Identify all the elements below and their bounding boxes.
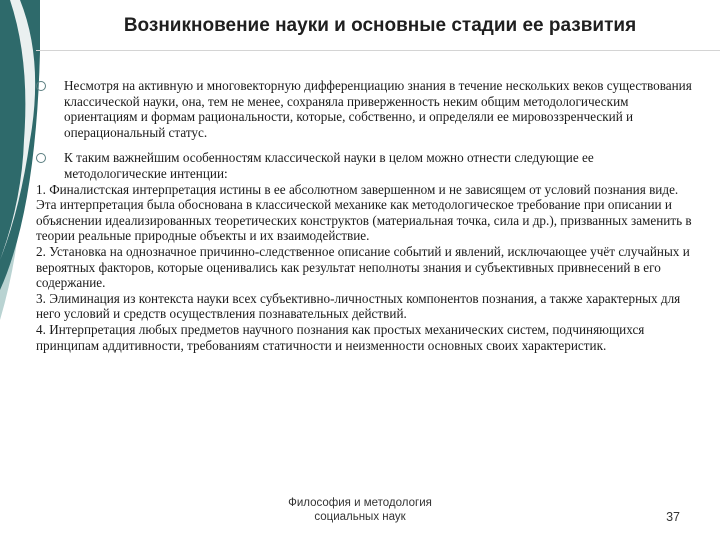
bullet-text: Несмотря на активную и многовекторную дифференциацию знания в течение нескольких веков существования классической науки, она, тем не менее, сохраняла приверженность неким общим методологическим ориентациям и формам рациональности, которые, собственно, и определяли ее мировоззренческий и операциональный статус.: [64, 78, 692, 140]
bullet-item: [36, 78, 696, 140]
bullet-item: [36, 150, 696, 181]
page-number: 37: [666, 510, 680, 524]
list-item: 2. Установка на однозначное причинно-следственное описание событий и явлений, исключающее учёт случайных и вероятных факторов, которые оценивались как результат неполноты знания и субъективных привнесений в его содержание.: [36, 243, 690, 291]
list-item: 1. Финалистская интерпретация истины в ее абсолютном завершенном и не зависящем от условий познания виде. Эта интерпретация была обоснована в классической механике как методологическое требование при описании и объяснении идеализированных теоретических конструктов (материальная точка, сила и др.), призванных заменить в теории реальные природные объекты и их взаимодействие.: [36, 181, 692, 244]
circle-bullet-icon: [36, 81, 46, 91]
footer-line: социальных наук: [314, 511, 406, 523]
footer: [268, 496, 452, 524]
slide-title: Возникновение науки и основные стадии ее развития: [123, 15, 637, 36]
footer-line: Философия и методология: [288, 497, 432, 509]
dark-teal-arc: [0, 0, 40, 290]
slide-content: [36, 78, 696, 353]
circle-bullet-icon: [36, 153, 46, 163]
bullet-text: К таким важнейшим особенностям классической науки в целом можно отнести следующие ее методологические интенции:: [64, 150, 594, 181]
title-divider: [36, 50, 720, 51]
list-item: 3. Элиминация из контекста науки всех субъективно-личностных компонентов познания, а также характерных для него условий и средств осуществления познавательных действий.: [36, 290, 681, 322]
list-item: 4. Интерпретация любых предметов научного познания как простых механических систем, подчиняющихся принципам аддитивности, требованиям статичности и неизменности основных своих характеристик.: [36, 321, 645, 353]
numbered-list: [36, 182, 696, 354]
